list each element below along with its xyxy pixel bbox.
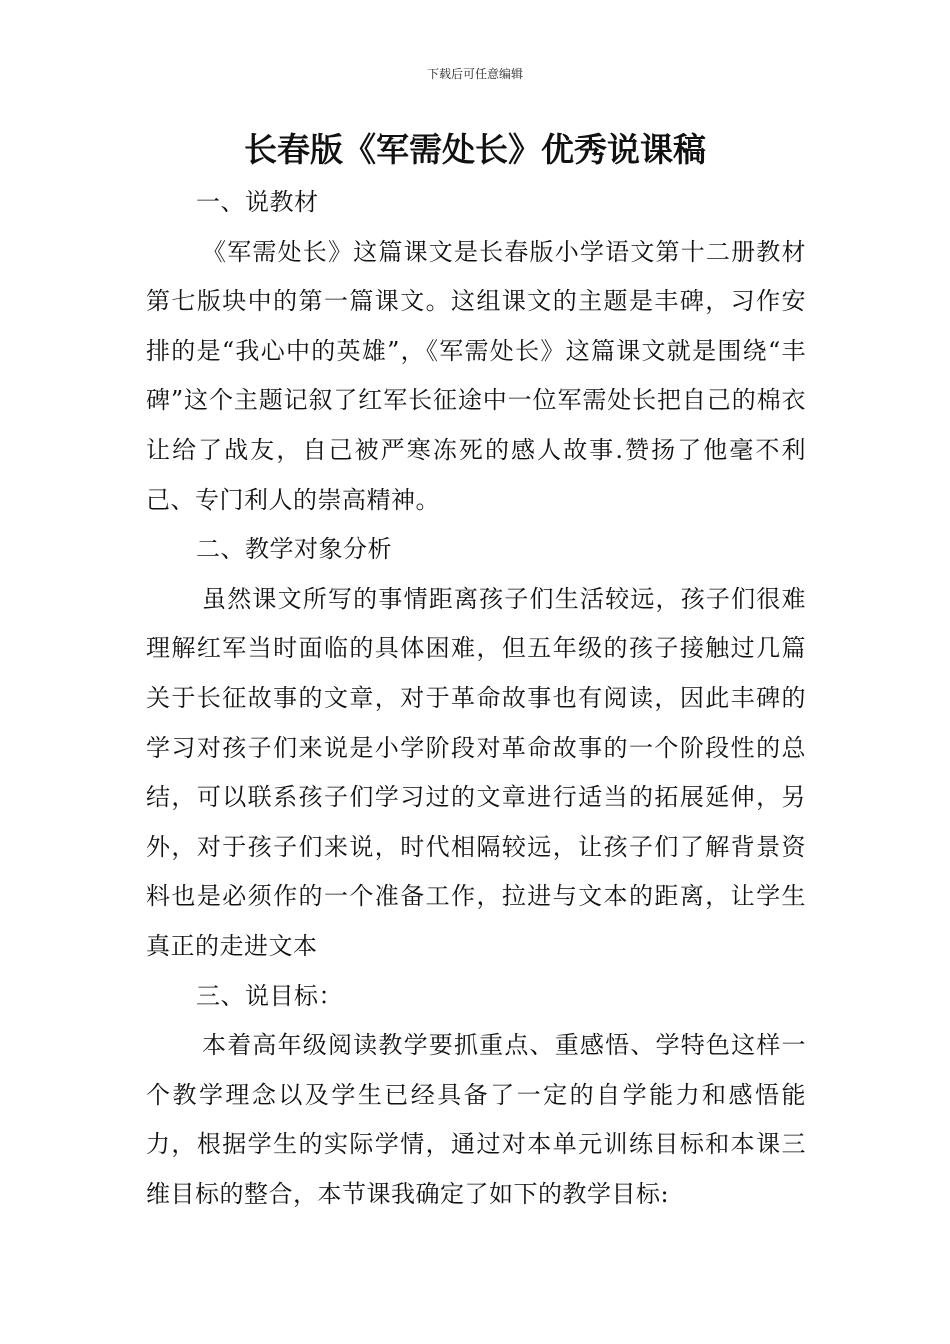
section-objectives xyxy=(146,972,806,1220)
section-paragraph: 《军需处长》这篇课文是长春版小学语文第十二册教材第七版块中的第一篇课文。这组课文的主题是丰碑，习作安排的是“我心中的英雄”，《军需处长》这篇课文就是围绕“丰碑”这个主题记叙了红军长征途中一位军需处长把自己的棉衣让给了战友，自己被严寒冻死的感人故事.赞扬了他毫不利己、专门利人的崇高精神。 xyxy=(146,237,806,514)
section-heading: 一、说教材 xyxy=(196,188,319,216)
document-title: 长春版《军需处长》优秀说课稿 xyxy=(244,130,706,169)
section-heading: 三、说目标： xyxy=(196,981,343,1010)
document-body xyxy=(146,178,806,1219)
section-heading: 二、教学对象分析 xyxy=(196,535,392,564)
header-note: 下载后可任意编辑 xyxy=(426,67,523,81)
section-paragraph: 本着高年级阅读教学要抓重点、重感悟、学特色这样一个教学理念以及学生已经具备了一定的自学能力和感悟能力，根据学生的实际学情，通过对本单元训练目标和本课三维目标的整合，本节课我确定了如下的教学目标: xyxy=(146,1031,806,1208)
section-student-analysis xyxy=(146,525,806,971)
section-paragraph: 虽然课文所写的事情距离孩子们生活较远，孩子们很难理解红军当时面临的具体困难，但五年级的孩子接触过几篇关于长征故事的文章，对于革命故事也有阅读，因此丰碑的学习对孩子们来说是小学阶段对革命故事的一个阶段性的总结，可以联系孩子们学习过的文章进行适当的拓展延伸，另外，对于孩子们来说，时代相隔较远，让孩子们了解背景资料也是必须作的一个准备工作，拉进与文本的距离，让学生真正的走进文本 xyxy=(146,584,806,960)
section-teaching-material xyxy=(146,178,806,525)
